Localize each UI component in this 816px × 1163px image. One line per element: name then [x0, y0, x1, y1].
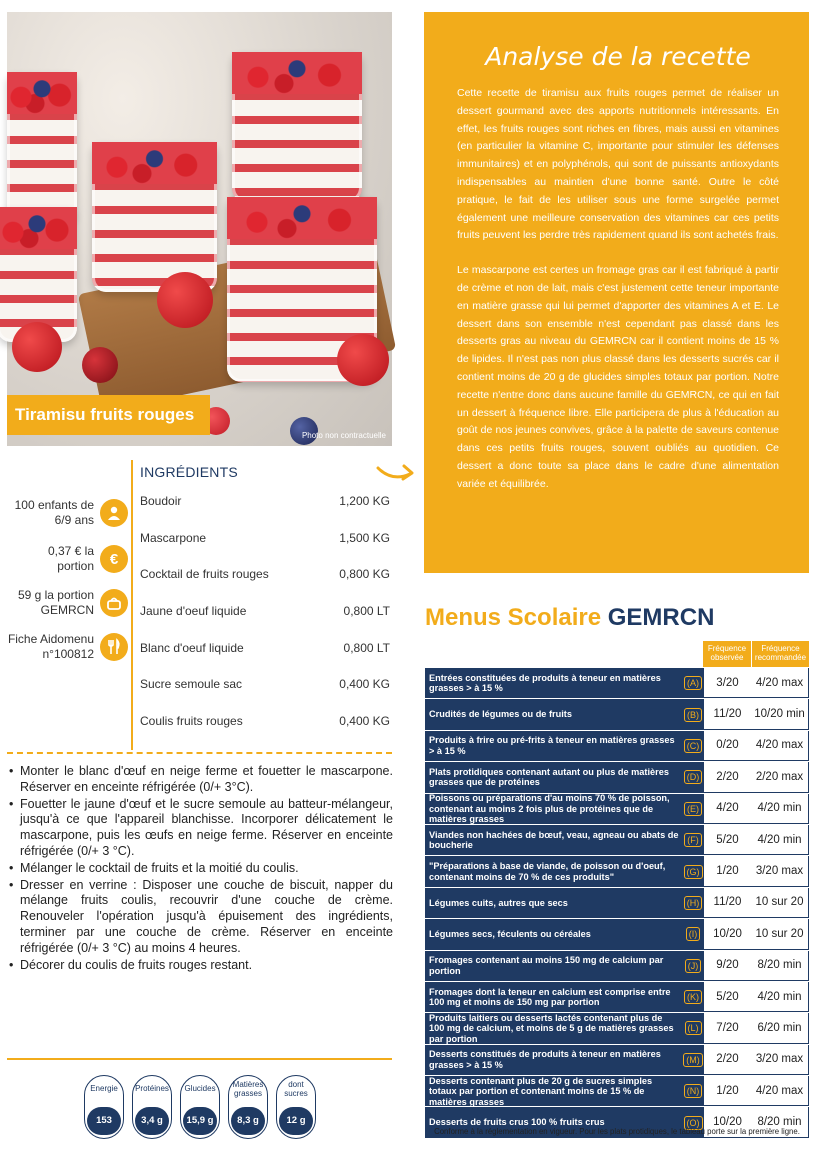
recommended-frequency: 4/20 min: [751, 825, 809, 855]
row-letter: [683, 1076, 703, 1106]
arrow-icon: [374, 458, 418, 488]
observed-frequency: 1/20: [703, 856, 751, 886]
nutrition-label: dont sucres: [284, 1080, 308, 1098]
observed-frequency: 2/20: [703, 762, 751, 792]
recommended-frequency: 8/20 min: [751, 951, 809, 981]
ingredient-row: [140, 531, 390, 568]
analysis-title: Analyse de la recette: [485, 42, 751, 71]
nutrition-badge: [84, 1075, 124, 1154]
recommended-frequency: 4/20 min: [751, 982, 809, 1012]
table-row: [425, 1076, 809, 1106]
row-description: Légumes secs, féculents ou céréales: [425, 919, 683, 949]
ingredient-row: [140, 567, 390, 604]
recommended-frequency: 4/20 max: [751, 731, 809, 761]
row-letter: [683, 982, 703, 1012]
recommended-frequency: 4/20 max: [751, 668, 809, 698]
nutrition-label: Protéines: [135, 1084, 169, 1093]
price-info: [6, 544, 128, 574]
gemrcn-table: [425, 668, 809, 1139]
step-item: • Décorer du coulis de fruits rouges restant.: [9, 958, 393, 974]
gemrcn-note: Conforme à la réglementation en vigueur. Pour les plats protidiques, le tableau porte sur la première ligne.: [434, 1127, 800, 1136]
strawberry: [157, 272, 213, 328]
nutrition-label: Matières grasses: [232, 1080, 264, 1098]
observed-frequency: 10/20: [703, 1107, 751, 1137]
nutrition-value: 12 g: [279, 1107, 313, 1135]
observed-frequency: 11/20: [703, 699, 751, 729]
table-row: [425, 856, 809, 886]
servings-info: [6, 498, 128, 528]
row-letter: [683, 699, 703, 729]
servings-text: 100 enfants de 6/9 ans: [14, 498, 94, 527]
observed-frequency: 3/20: [703, 668, 751, 698]
table-row: [425, 1045, 809, 1075]
row-letter-code: (B): [684, 708, 702, 722]
recommended-frequency: 10 sur 20: [751, 919, 809, 949]
person-icon: [100, 499, 128, 527]
table-row: [425, 794, 809, 824]
row-description: Entrées constituées de produits à teneur en matières grasses > à 15 %: [425, 668, 683, 698]
row-letter: [683, 888, 703, 918]
ingredient-qty: 0,800 LT: [343, 604, 390, 619]
table-row: [425, 1013, 809, 1043]
table-row: [425, 731, 809, 761]
row-letter-code: (D): [684, 770, 703, 784]
table-row: [425, 825, 809, 855]
nutrition-badge: [276, 1075, 316, 1139]
ingredient-name: Coulis fruits rouges: [140, 714, 243, 729]
ingredient-qty: 0,800 KG: [339, 567, 390, 582]
row-letter-code: (G): [684, 865, 703, 879]
portion-info: [6, 588, 128, 618]
strawberry: [12, 322, 62, 372]
nutrition-value: 153 kcal: [87, 1107, 121, 1135]
recommended-frequency: 10/20 min: [751, 699, 809, 729]
observed-frequency: 7/20: [703, 1013, 751, 1043]
analysis-panel: [424, 12, 809, 573]
cherry: [82, 347, 118, 383]
nutrition-value: 3,4 g: [135, 1107, 169, 1135]
ingredient-row: [140, 714, 390, 751]
ingredients-list: [140, 494, 390, 751]
row-letter: [683, 794, 703, 824]
row-letter: [683, 1045, 703, 1075]
ingredient-row: [140, 641, 390, 678]
row-description: Produits laitiers ou desserts lactés contenant plus de 100 mg de calcium, et moins de 5 g de matières grasses par portion: [425, 1013, 683, 1043]
row-letter-code: (I): [686, 927, 701, 941]
row-letter: [683, 856, 703, 886]
row-letter-code: (C): [684, 739, 703, 753]
row-letter-code: (A): [684, 676, 702, 690]
row-description: Desserts contenant plus de 20 g de sucres simples totaux par portion et contenant moins de 15 % de matières grasses: [425, 1076, 683, 1106]
ingredient-name: Boudoir: [140, 494, 182, 508]
row-description: Fromages contenant au moins 150 mg de calcium par portion: [425, 951, 683, 981]
price-text: 0,37 € la portion: [47, 544, 94, 573]
ingredient-qty: 0,800 LT: [343, 640, 390, 655]
step-item: • Monter le blanc d'œuf en neige ferme et fouetter le mascarpone. Réserver en enceinte réfrigérée (0/+ 3°C).: [9, 764, 393, 796]
observed-frequency: 0/20: [703, 731, 751, 761]
fiche-info: [6, 632, 128, 662]
gemrcn-title-part: Menus Scolaire: [425, 604, 602, 631]
row-description: Légumes cuits, autres que secs: [425, 888, 683, 918]
ingredient-name: Jaune d'oeuf liquide: [140, 604, 247, 619]
row-letter-code: (L): [685, 1021, 702, 1035]
section-divider: [7, 752, 392, 754]
scale-icon: [100, 589, 128, 617]
row-letter: [683, 731, 703, 761]
recipe-photo: [7, 12, 392, 446]
row-letter: [683, 1013, 703, 1043]
verrine-glass: [232, 52, 362, 202]
row-letter-code: (K): [684, 990, 702, 1004]
observed-frequency: 10/20: [703, 919, 751, 949]
row-description: Produits à frire ou pré-frits à teneur en matières grasses > à 15 %: [425, 731, 683, 761]
table-row: [425, 668, 809, 698]
euro-icon: €: [100, 545, 128, 573]
row-letter-code: (M): [683, 1053, 703, 1067]
row-letter: [683, 825, 703, 855]
nutrition-label: Glucides: [184, 1084, 216, 1093]
row-description: Desserts de fruits crus 100 % fruits crus: [425, 1107, 683, 1137]
ingredient-qty: 1,200 KG: [339, 494, 390, 508]
row-letter: [683, 668, 703, 698]
table-row: [425, 888, 809, 918]
ingredient-name: Blanc d'oeuf liquide: [140, 640, 244, 655]
table-row: [425, 699, 809, 729]
section-divider: [7, 1058, 392, 1060]
ingredients-divider: [131, 460, 133, 750]
row-description: Desserts constitués de produits à teneur en matières grasses > à 15 %: [425, 1045, 683, 1075]
row-letter-code: (O): [684, 1116, 703, 1130]
gemrcn-title-part: GEMRCN: [607, 604, 715, 631]
ingredients-title: INGRÉDIENTS: [140, 464, 238, 480]
row-description: Crudités de légumes ou de fruits: [425, 699, 683, 729]
verrine-glass: [92, 142, 217, 292]
analysis-paragraph: Le mascarpone est certes un fromage gras car il est fabriqué à partir de crème et non de lait, mais c'est justement cette teneur importante en matière grasse qui lui permet d'apporter des vitamines A et E. Le dessert dans son ensemble n'est cependant pas classé dans les desserts gras au niveau du GEMRCN car il contient moins de 15 % de lipides. Il n'est pas non plus classé dans les desserts sucrés car il contient moins de 20 g de glucides simples totaux par portion. Notre recette n'entre donc dans aucune famille du GEMRCN, ce qui en fait un dessert à fréquence libre. Elle participera de plus à l'éducation au goût de nos jeunes convives, grâce à la palette de saveurs contenue dans ces petits fruits rouges, souvent oubliés au quotidien. Ce dessert a donc toute sa place dans le cadre d'une alimentation variée et équilibrée.: [457, 264, 779, 490]
nutrition-badge: [180, 1075, 220, 1139]
ingredient-row: [140, 677, 390, 714]
cutlery-icon: [100, 633, 128, 661]
preparation-steps: [9, 764, 393, 974]
observed-frequency: 11/20: [703, 888, 751, 918]
nutrition-badge: [228, 1075, 268, 1139]
ingredient-name: Sucre semoule sac: [140, 677, 243, 692]
nutrition-badge: [132, 1075, 172, 1139]
analysis-paragraph: Cette recette de tiramisu aux fruits rouges permet de réaliser un dessert gourmand avec des apports nutritionnels intéressants. En effet, les fruits rouges sont riches en fibres, mais aussi en vitamines (en particulier la vitamine C, importante pour stimuler les défenses immunitaires) et en polyphénols, qui sont de puissants antioxydants indispensables au maintien d'une bonne santé. Outre le côté pratique, le fait de les utiliser sous une forme surgelée permet également une meilleure conservation des vitamines car ces petits fruits peuvent les perdre très rapidement quand ils sont achetés frais.: [457, 87, 779, 242]
table-row: [425, 951, 809, 981]
row-description: Fromages dont la teneur en calcium est comprise entre 100 mg et moins de 150 mg par portion: [425, 982, 683, 1012]
column-header-recommended: Fréquence recommandée: [752, 641, 809, 667]
nutrition-value: 15,9 g: [183, 1107, 217, 1135]
table-row: [425, 982, 809, 1012]
nutrition-badges: [84, 1075, 316, 1154]
step-item: • Fouetter le jaune d'œuf et le sucre semoule au batteur-mélangeur, jusqu'à ce que l'appareil blanchisse. Incorporer délicatement le mascarpone, puis les œufs en neige ferme. Réserver en enceinte réfrigérée (0/+ 3 °C).: [9, 797, 393, 860]
nutrition-value: 8,3 g: [231, 1107, 265, 1135]
observed-frequency: 5/20: [703, 982, 751, 1012]
row-letter: [683, 762, 703, 792]
recommended-frequency: 4/20 min: [751, 794, 809, 824]
verrine-glass: [7, 72, 77, 222]
ingredient-name: Mascarpone: [140, 530, 207, 545]
row-letter-code: (N): [684, 1084, 703, 1098]
portion-text: 59 g la portion GEMRCN: [17, 588, 94, 617]
ingredient-qty: 0,400 KG: [339, 677, 390, 692]
observed-frequency: 1/20: [703, 1076, 751, 1106]
recommended-frequency: 2/20 max: [751, 762, 809, 792]
recommended-frequency: 3/20 max: [751, 856, 809, 886]
photo-credit: Photo non contractuelle: [301, 431, 386, 440]
row-description: Plats protidiques contenant autant ou plus de matières grasses que de protéines: [425, 762, 683, 792]
ingredient-row: [140, 604, 390, 641]
ingredient-qty: 0,400 KG: [339, 714, 390, 729]
row-description: "Préparations à base de viande, de poisson ou d'oeuf, contenant moins de 70 % de ces produits": [425, 856, 683, 886]
observed-frequency: 5/20: [703, 825, 751, 855]
table-row: [425, 762, 809, 792]
step-item: • Dresser en verrine : Disposer une couche de biscuit, napper du mélange fruits coulis, recouvrir d'une couche de crème. Renouveler l'opération jusqu'à épuisement des ingrédients, terminer par une couche de crème. Réserver en enceinte réfrigérée (0/+ 3 °C) au moins 4 heures.: [9, 878, 393, 957]
recommended-frequency: 3/20 max: [751, 1045, 809, 1075]
ingredient-qty: 1,500 KG: [339, 530, 390, 545]
recommended-frequency: 8/20 min: [751, 1107, 809, 1137]
row-letter-code: (H): [684, 896, 703, 910]
row-description: Poissons ou préparations d'au moins 70 % de poisson, contenant au moins 2 fois plus de protéines que de matières grasses: [425, 794, 683, 824]
observed-frequency: 2/20: [703, 1045, 751, 1075]
row-letter: [683, 919, 703, 949]
row-letter-code: (E): [684, 802, 702, 816]
recommended-frequency: 6/20 min: [751, 1013, 809, 1043]
row-letter-code: (F): [684, 833, 702, 847]
observed-frequency: 4/20: [703, 794, 751, 824]
recipe-title-tag: Tiramisu fruits rouges: [7, 395, 210, 435]
row-letter-code: (J): [685, 959, 702, 973]
ingredient-name: Cocktail de fruits rouges: [140, 567, 269, 582]
ingredient-row: [140, 494, 390, 531]
strawberry: [337, 334, 389, 386]
row-letter: [683, 951, 703, 981]
recommended-frequency: 10 sur 20: [751, 888, 809, 918]
nutrition-label: Energie: [90, 1084, 118, 1093]
row-description: Viandes non hachées de bœuf, veau, agneau ou abats de boucherie: [425, 825, 683, 855]
fiche-text: Fiche Aidomenu n°100812: [7, 632, 94, 661]
observed-frequency: 9/20: [703, 951, 751, 981]
recommended-frequency: 4/20 max: [751, 1076, 809, 1106]
table-row: [425, 919, 809, 949]
gemrcn-title: [425, 604, 714, 632]
step-item: • Mélanger le cocktail de fruits et la moitié du coulis.: [9, 861, 393, 877]
column-header-observed: Fréquence observée: [703, 641, 751, 667]
